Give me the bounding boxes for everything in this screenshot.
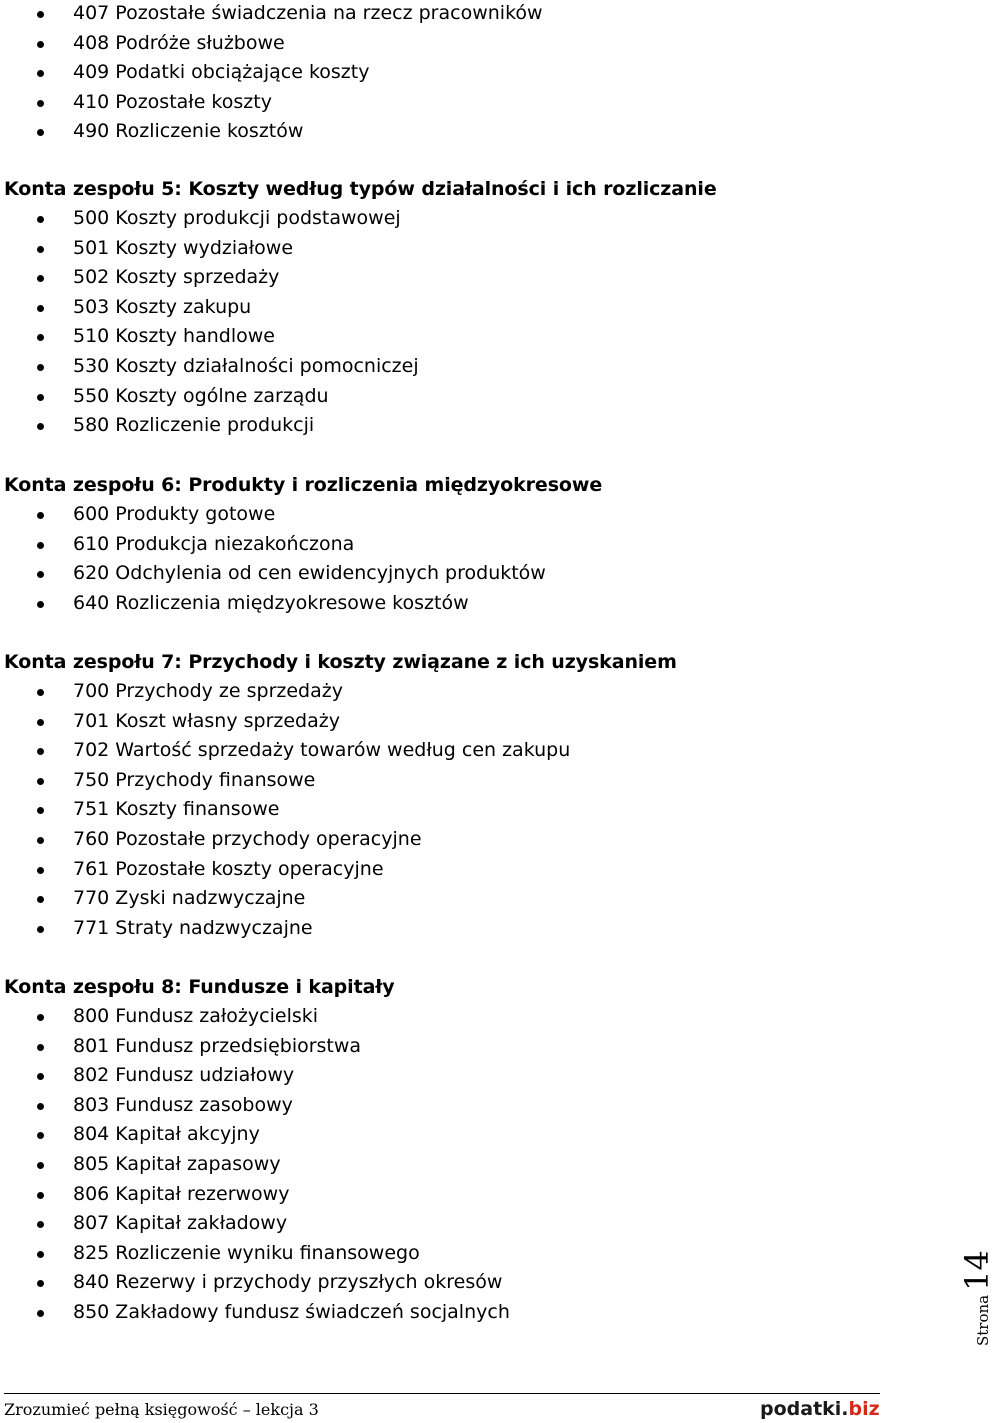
page-label: Strona bbox=[974, 1294, 992, 1346]
account-label: 806 Kapitał rezerwowy bbox=[73, 1182, 290, 1205]
account-label: 850 Zakładowy fundusz świadczeń socjalnych bbox=[73, 1300, 510, 1323]
bullet-icon bbox=[37, 1132, 44, 1139]
account-label: 802 Fundusz udziałowy bbox=[73, 1064, 295, 1087]
account-label: 701 Koszt własny sprzedaży bbox=[73, 709, 340, 732]
bullet-icon bbox=[37, 1251, 44, 1258]
bullet-icon bbox=[37, 334, 44, 341]
bullet-icon bbox=[37, 129, 44, 136]
account-label: 620 Odchylenia od cen ewidencyjnych produktów bbox=[73, 562, 546, 585]
bullet-icon bbox=[37, 748, 44, 755]
section-heading-group-8: Konta zespołu 8: Fundusze i kapitały bbox=[4, 976, 395, 998]
account-label: 800 Fundusz założycielski bbox=[73, 1005, 319, 1027]
account-label: 580 Rozliczenie produkcji bbox=[73, 414, 315, 437]
bullet-icon bbox=[37, 1192, 44, 1199]
footer-divider bbox=[4, 1393, 880, 1394]
bullet-icon bbox=[37, 246, 44, 253]
bullet-icon bbox=[37, 926, 44, 933]
bullet-icon bbox=[37, 394, 44, 401]
bullet-icon bbox=[37, 1073, 44, 1080]
account-label: 761 Pozostałe koszty operacyjne bbox=[73, 857, 384, 880]
logo-main-text: podatki. bbox=[760, 1398, 849, 1420]
bullet-icon bbox=[37, 1280, 44, 1287]
account-label: 408 Podróże służbowe bbox=[73, 31, 285, 54]
bullet-icon bbox=[37, 867, 44, 874]
section-heading-group-5: Konta zespołu 5: Koszty według typów działalności i ich rozliczanie bbox=[4, 178, 717, 200]
account-label: 770 Zyski nadzwyczajne bbox=[73, 887, 306, 910]
logo-tld-text: biz bbox=[848, 1398, 880, 1420]
bullet-icon bbox=[37, 512, 44, 519]
account-label: 407 Pozostałe świadczenia na rzecz pracowników bbox=[73, 2, 543, 24]
account-label: 409 Podatki obciążające koszty bbox=[73, 61, 370, 84]
bullet-icon bbox=[37, 807, 44, 814]
bullet-icon bbox=[37, 1044, 44, 1051]
account-label: 510 Koszty handlowe bbox=[73, 325, 275, 348]
account-label: 840 Rezerwy i przychody przyszłych okresów bbox=[73, 1271, 503, 1294]
section-heading-group-6: Konta zespołu 6: Produkty i rozliczenia międzyokresowe bbox=[4, 474, 603, 496]
account-label: 530 Koszty działalności pomocniczej bbox=[73, 354, 419, 377]
account-label: 803 Fundusz zasobowy bbox=[73, 1093, 293, 1116]
bullet-icon bbox=[37, 542, 44, 549]
bullet-icon bbox=[37, 70, 44, 77]
bullet-icon bbox=[37, 1014, 44, 1021]
bullet-icon bbox=[37, 571, 44, 578]
bullet-icon bbox=[37, 1103, 44, 1110]
account-label: 804 Kapitał akcyjny bbox=[73, 1123, 260, 1146]
bullet-icon bbox=[37, 601, 44, 608]
account-label: 751 Koszty finansowe bbox=[73, 798, 280, 821]
account-label: 640 Rozliczenia międzyokresowe kosztów bbox=[73, 591, 469, 614]
account-label: 750 Przychody finansowe bbox=[73, 768, 316, 791]
bullet-icon bbox=[37, 1221, 44, 1228]
bullet-icon bbox=[37, 719, 44, 726]
account-label: 503 Koszty zakupu bbox=[73, 295, 252, 318]
page-number-sidebar bbox=[918, 1250, 996, 1350]
account-label: 771 Straty nadzwyczajne bbox=[73, 916, 313, 939]
account-label: 502 Koszty sprzedaży bbox=[73, 266, 280, 289]
bullet-icon bbox=[37, 423, 44, 430]
bullet-icon bbox=[37, 1310, 44, 1317]
account-label: 550 Koszty ogólne zarządu bbox=[73, 384, 329, 407]
bullet-icon bbox=[37, 689, 44, 696]
bullet-icon bbox=[37, 364, 44, 371]
account-label: 500 Koszty produkcji podstawowej bbox=[73, 207, 401, 229]
account-label: 501 Koszty wydziałowe bbox=[73, 236, 294, 259]
account-label: 410 Pozostałe koszty bbox=[73, 90, 272, 113]
bullet-icon bbox=[37, 100, 44, 107]
account-label: 600 Produkty gotowe bbox=[73, 503, 276, 525]
bullet-icon bbox=[37, 11, 44, 18]
account-label: 801 Fundusz przedsiębiorstwa bbox=[73, 1034, 362, 1057]
footer-course-title: Zrozumieć pełną księgowość – lekcja 3 bbox=[4, 1400, 319, 1419]
account-label: 807 Kapitał zakładowy bbox=[73, 1212, 288, 1235]
account-label: 490 Rozliczenie kosztów bbox=[73, 120, 304, 143]
bullet-icon bbox=[37, 778, 44, 785]
account-label: 760 Pozostałe przychody operacyjne bbox=[73, 827, 422, 850]
account-label: 825 Rozliczenie wyniku finansowego bbox=[73, 1241, 420, 1264]
account-label: 702 Wartość sprzedaży towarów według cen zakupu bbox=[73, 739, 571, 762]
bullet-icon bbox=[37, 837, 44, 844]
bullet-icon bbox=[37, 216, 44, 223]
account-label: 805 Kapitał zapasowy bbox=[73, 1152, 281, 1175]
account-label: 700 Przychody ze sprzedaży bbox=[73, 680, 343, 702]
bullet-icon bbox=[37, 896, 44, 903]
page-number-value: 14 bbox=[958, 1250, 996, 1291]
footer-logo bbox=[760, 1397, 880, 1421]
account-label: 610 Produkcja niezakończona bbox=[73, 532, 355, 555]
section-heading-group-7: Konta zespołu 7: Przychody i koszty związane z ich uzyskaniem bbox=[4, 651, 677, 673]
bullet-icon bbox=[37, 305, 44, 312]
bullet-icon bbox=[37, 41, 44, 48]
bullet-icon bbox=[37, 1162, 44, 1169]
bullet-icon bbox=[37, 275, 44, 282]
